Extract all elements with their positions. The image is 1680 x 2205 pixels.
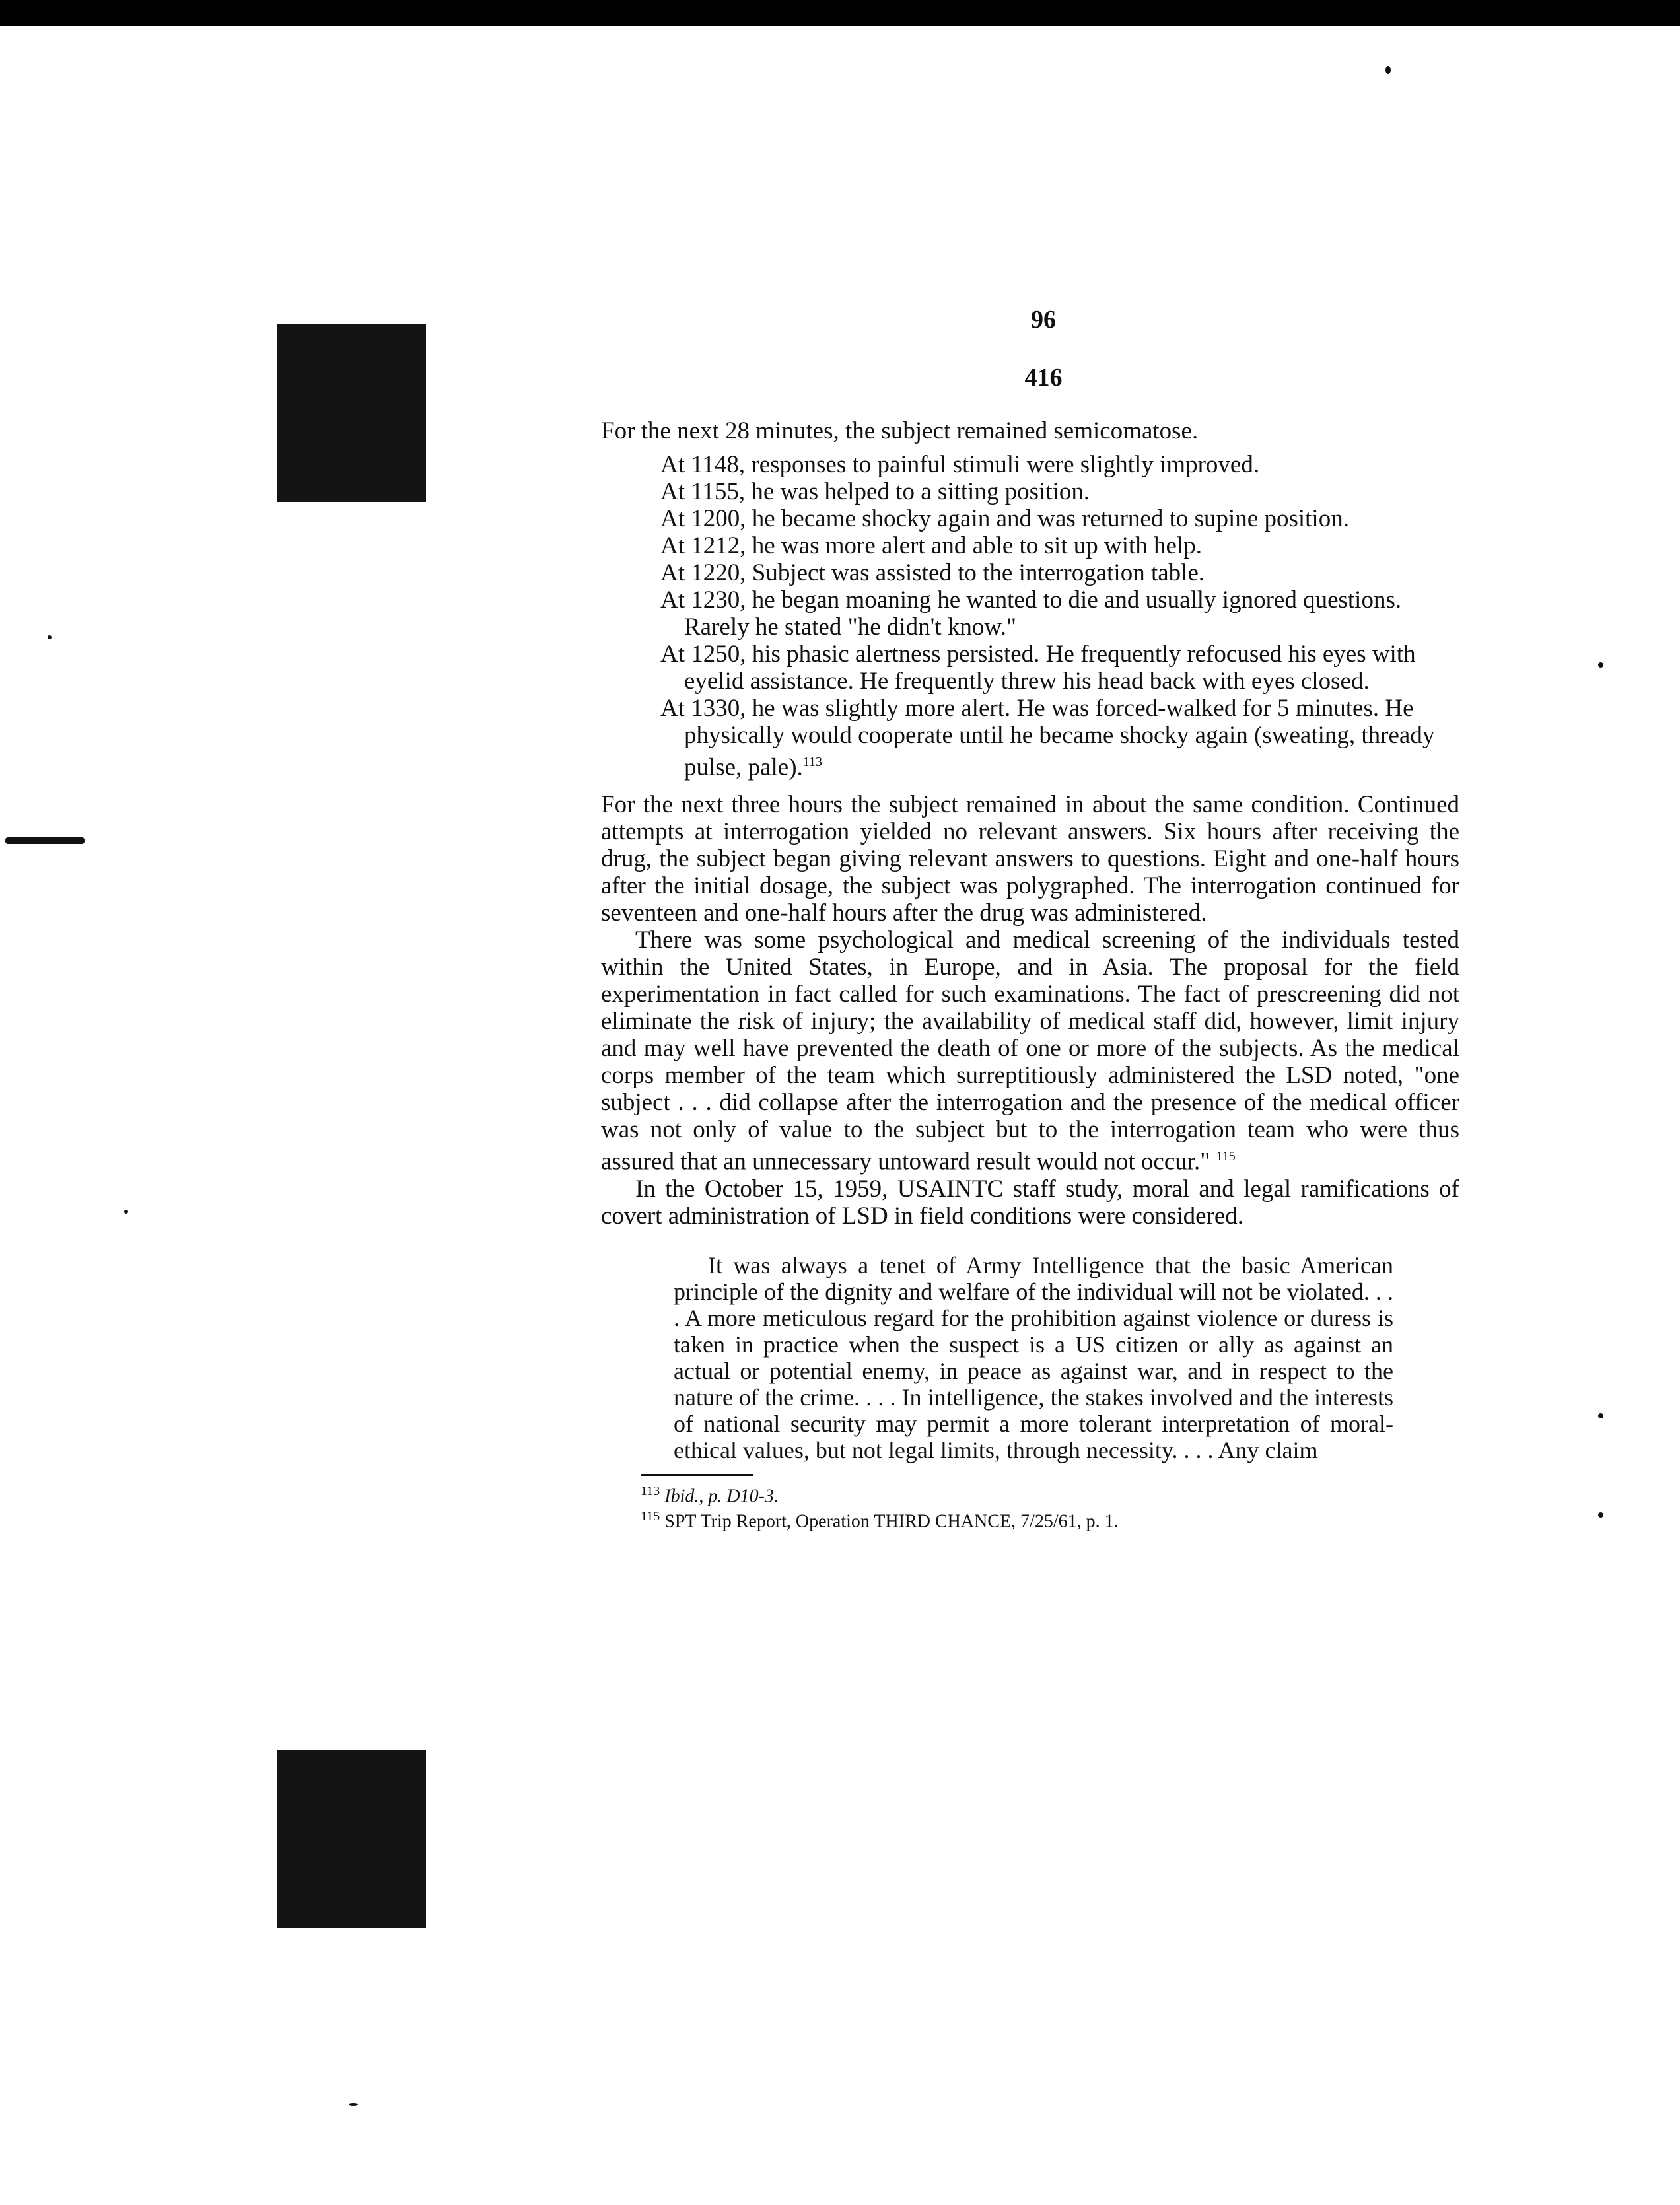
binder-punch-hole-bottom bbox=[277, 1750, 426, 1928]
footnote-text: Ibid., p. D10-3. bbox=[664, 1485, 779, 1506]
block-quote: It was always a tenet of Army Intelligence that the basic American principle of the dignity and welfare of the individual will not be violated. . . . A more meticulous regard for the prohibition against violence or duress is taken in practice when the suspect is a US citizen or ally as against an actual or potential enemy, in peace as against war, and in respect to the nature of the crime. . . . In intelligence, the stakes involved and the interests of national security may permit a more tolerant interpretation of moral-ethical values, but not legal limits, through necessity. . . . Any claim bbox=[674, 1251, 1393, 1463]
footnote-divider bbox=[641, 1474, 753, 1476]
log-entry: At 1250, his phasic alertness persisted. He frequently refocused his eyes with eyelid assistance. He frequently threw his head back with eyes closed. bbox=[660, 641, 1416, 695]
page-number-original: 416 bbox=[1024, 364, 1063, 392]
scan-speck bbox=[48, 635, 52, 639]
log-entry: At 1212, he was more alert and able to sit up with help. bbox=[660, 532, 1202, 559]
page-body bbox=[601, 417, 1459, 1531]
log-entry: At 1155, he was helped to a sitting position. bbox=[660, 478, 1090, 505]
footnote bbox=[641, 1481, 1459, 1506]
footnote-ref: 113 bbox=[802, 755, 823, 769]
footnote-number: 115 bbox=[641, 1508, 660, 1523]
scan-speck bbox=[1598, 662, 1603, 668]
scan-speck bbox=[124, 1210, 128, 1214]
scan-speck bbox=[5, 837, 85, 844]
footnote-number: 113 bbox=[641, 1483, 660, 1498]
binder-punch-hole-top bbox=[277, 324, 426, 502]
log-entry: At 1200, he became shocky again and was returned to supine position. bbox=[660, 505, 1349, 532]
footnote-text: SPT Trip Report, Operation THIRD CHANCE, 7/25/61, p. 1. bbox=[664, 1511, 1119, 1532]
page-number-current: 96 bbox=[1031, 306, 1056, 333]
scan-top-border bbox=[0, 0, 1680, 26]
footnote bbox=[641, 1506, 1459, 1531]
footnotes bbox=[641, 1481, 1459, 1532]
paragraph-condition: For the next three hours the subject remained in about the same condition. Continued attempts at interrogation yielded no relevant answers. Six hours after receiving the drug, the subject began giving relevant answers to questions. Eight and one-half hours after the initial dosage, the subject was polygraphed. The interrogation continued for seventeen and one-half hours after the drug was administered. bbox=[601, 791, 1459, 927]
paragraph-staff-study: In the October 15, 1959, USAINTC staff study, moral and legal ramifications of covert administration of LSD in field conditions were considered. bbox=[601, 1175, 1459, 1230]
scan-speck bbox=[1598, 1413, 1603, 1418]
paragraph-screening-text: There was some psychological and medical screening of the individuals tested within the United States, in Europe, and in Asia. The proposal for the field experimentation in fact called for such examinations. The fact of prescreening did not eliminate the risk of injury; the availability of medical staff did, however, limit injury and may well have prevented the death of one or more of the subjects. As the medical corps member of the team which surreptitiously administered the LSD noted, "one subject . . . did collapse after the interrogation and the presence of the medical officer was not only of value to the subject but to the interrogation team who were thus assured that an unnecessary untoward result would not occur." bbox=[601, 927, 1459, 1175]
intro-line: For the next 28 minutes, the subject remained semicomatose. bbox=[601, 417, 1199, 444]
log-entry: At 1148, responses to painful stimuli were slightly improved. bbox=[660, 451, 1260, 478]
scan-speck bbox=[349, 2103, 358, 2106]
log-entry: At 1220, Subject was assisted to the interrogation table. bbox=[660, 559, 1205, 586]
observation-log bbox=[601, 451, 1459, 781]
paragraph-screening bbox=[601, 927, 1459, 1175]
log-entry: At 1230, he began moaning he wanted to die and usually ignored questions. Rarely he stated "he didn't know." bbox=[660, 586, 1402, 641]
log-entry-text: At 1330, he was slightly more alert. He was forced-walked for 5 minutes. He physically would cooperate until he became shocky again (sweating, thready pulse, pale). bbox=[660, 695, 1435, 781]
scan-speck bbox=[1598, 1512, 1603, 1518]
footnote-ref: 115 bbox=[1216, 1149, 1236, 1164]
log-entry-last bbox=[660, 695, 1459, 781]
scan-speck bbox=[1385, 66, 1391, 74]
